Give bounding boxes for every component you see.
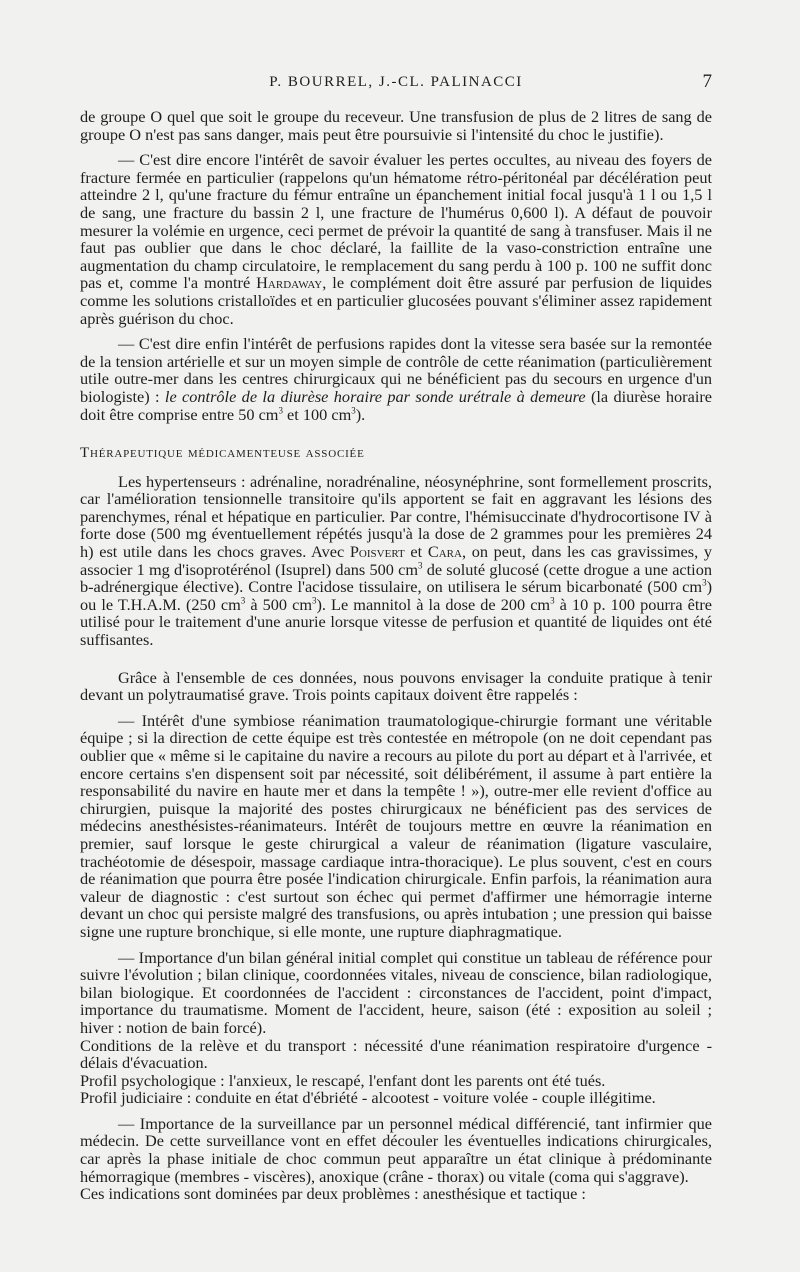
paragraph-rapid-perfusion: — C'est dire enfin l'intérêt de perfusions rapides dont la vitesse sera basée sur la remontée de la tension artérielle et sur un moyen simple de contrôle de cette réanimation (particulièrement utile outre-mer dans les centres chirurgicaux qui ne bénéficient pas du secours en urgence d'un biologiste) : le contrôle de la diurèse horaire par sonde urétrale à demeure (la diurèse horaire doit être comprise entre 50 $cm^3$ et 100 $cm^3$). — [80, 334, 712, 424]
section-heading: Thérapeutique médicamenteuse associée — [80, 445, 365, 462]
paragraph-transfusion: de groupe O quel que soit le groupe du receveur. Une transfusion de plus de 2 litres de sang de groupe O n'est pas sans danger, mais peut être poursuivie si l'intensité du choc le justifie). — [80, 107, 712, 144]
page-header — [80, 71, 712, 96]
paragraph-indications: Ces indications sont dominées par deux problèmes : anesthésique et tactique : — [80, 1184, 586, 1204]
page-number: 7 — [702, 71, 712, 92]
paragraph-psychological: Profil psychologique : l'anxieux, le rescapé, l'enfant dont les parents ont été tués. — [80, 1070, 606, 1090]
paragraph-symbiosis: — Intérêt d'une symbiose réanimation traumatologique-chirurgie formant une véritable équipe ; si la direction de cette équipe est très contestée en métropole (on ne doit cependant pas oublier que « même si le capitaine du navire a recours au pilote du port au départ et à l'arrivée, et encore certains s'en dispensent soit par nécessité, soit délibérément, il assume à part entière la responsabilité du navire en haute mer et dans la tempête ! »), outre-mer elle revient d'office au chirurgien, puisque la majorité des postes chirurgicaux ne bénéficient pas des services de médecins anesthésistes-réanimateurs. Intérêt de toujours mettre en œuvre la réanimation en premier, sauf lorsque le geste chirurgical a valeur de réanimation (ligature vasculaire, trachéotomie de désespoir, massage cardiaque intra-thoracique). Le plus souvent, c'est en cours de réanimation que pourra être posée l'indication chirurgicale. Enfin parfois, la réanimation aura valeur de diagnostic : c'est surtout son échec qui permet d'affirmer une hémorragie interne devant un choc qui persiste malgré des transfusions, ou après intubation ; une pression qui baisse signe une rupture bronchique, si elle monte, une rupture diaphragmatique. — [80, 710, 712, 941]
emphasis-diuresis: le contrôle de la diurèse horaire par sonde urétrale à demeure — [164, 386, 586, 406]
paragraph-practical-conduct: Grâce à l'ensemble de ces données, nous pouvons envisager la conduite pratique à tenir devant un polytraumatisé grave. Trois points capitaux doivent être rappelés : — [80, 667, 712, 705]
running-head: P. BOURREL, J.-CL. PALINACCI — [269, 74, 523, 90]
paragraph-occult-losses: — C'est dire encore l'intérêt de savoir évaluer les pertes occultes, au niveau des foyers de fracture fermée en particulier (rappelons qu'un hématome rétro-péritonéal par décélération peut atteindre 2 l, qu'une fracture du fémur entraîne un épanchement initial focal jusqu'à 1 l ou 1,5 l de sang, une fracture du bassin 2 l, une fracture de l'humérus 0,600 l). A défaut de pouvoir mesurer la volémie en urgence, ceci permet de prévoir la quantité de sang à transfuser. Mais il ne faut pas oublier que dans le choc déclaré, la faillite de la vaso-constriction entraîne une augmentation du champ circulatoire, le remplacement du sang perdu à 100 p. 100 ne suffit donc pas et, comme l'a montré Hardaway, le complément doit être assuré par perfusion de liquides comme les solutions cristalloïdes et en particulier glucosées pouvant s'éliminer assez rapidement après guérison du choc. — [80, 150, 712, 328]
paragraph-surveillance: — Importance de la surveillance par un personnel médical différencié, tant infirmier que médecin. De cette surveillance vont en effet découler les éventuelles indications chirurgicales, car après la phase initiale de choc commun peut apparaître un état clinique à prédominante hémorragique (membres - viscères), anoxique (crâne - thorax) ou vitale (coma qui s'aggrave). — [80, 1113, 712, 1186]
paragraph-transport: Conditions de la relève et du transport : nécessité d'une réanimation respiratoire d'urgence - délais d'évacuation. — [80, 1035, 712, 1073]
author-name: Cara — [427, 542, 462, 562]
paragraph-judicial: Profil judiciaire : conduite en état d'ébriété - alcootest - voiture volée - couple illégitime. — [80, 1088, 656, 1108]
body-text — [80, 108, 712, 1203]
paragraph-hypertensors: Les hypertenseurs : adrénaline, noradrénaline, néosynéphrine, sont formellement proscrits, car l'amélioration tensionnelle transitoire qu'ils apportent se fait en aggravant les lésions des parenchymes, rénal et hépatique en particulier. Par contre, l'hémisuccinate d'hydrocortisone IV à forte dose (500 mg éventuellement répétés jusqu'à la dose de 2 grammes pour les premières 24 h) est utile dans les chocs graves. Avec Poisvert et Cara, on peut, dans les cas gravissimes, y associer 1 mg d'isoprotérénol (Isuprel) dans 500 $cm^3$ de soluté glucosé (cette drogue a une action b-adrénergique élective). Contre l'acidose tissulaire, on utilisera le sérum bicarbonaté (500 $cm^3$) ou le T.H.A.M. (250 $cm^3$ à 500 $cm^3$). Le mannitol à la dose de 200 $cm^3$ à 10 p. 100 pourra être utilisé pour le traitement d'une anurie lorsque vitesse de perfusion et quantité de liquides ont été suffisantes. — [80, 471, 713, 650]
paragraph-initial-assessment: — Importance d'un bilan général initial complet qui constitue un tableau de référence pour suivre l'évolution ; bilan clinique, coordonnées vitales, niveau de conscience, bilan radiologique, bilan biologique. Et coordonnées de l'accident : circonstances de l'accident, point d'impact, importance du traumatisme. Moment de l'accident, heure, saison (été : exposition au soleil ; hiver : notion de bain forcé). — [80, 947, 712, 1037]
author-name: Poisvert — [349, 542, 405, 562]
author-name: Hardaway — [256, 273, 323, 293]
